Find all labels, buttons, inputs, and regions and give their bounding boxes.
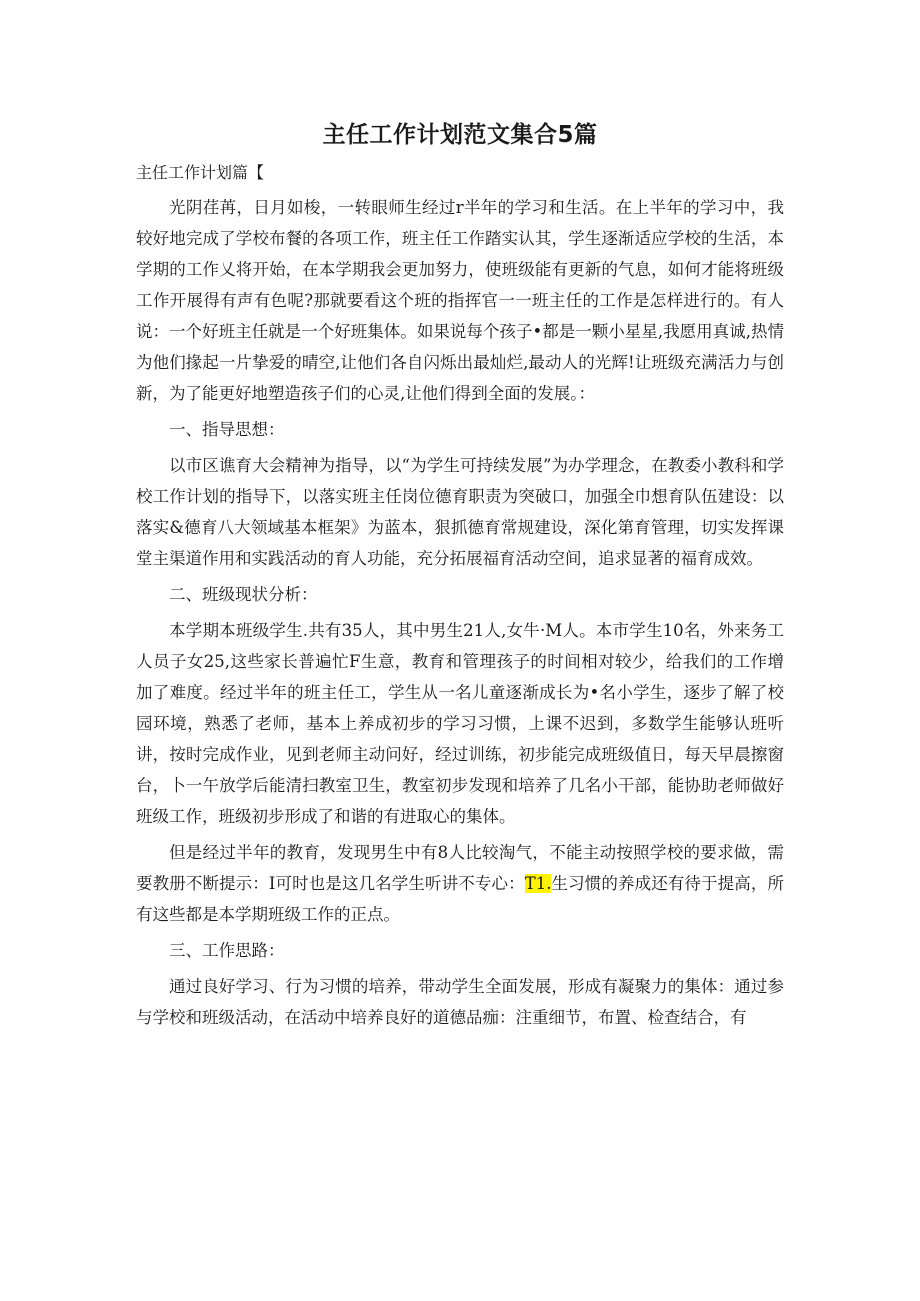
heading-class-analysis: 二、班级现状分析： (169, 585, 318, 604)
heading-work-approach: 三、工作思路： (169, 941, 285, 960)
paragraph-problems-part2: 生习惯的养成还有待于提高，所有这些都是本学期班级工作的正点。 (136, 874, 784, 924)
paragraph-problems (136, 837, 784, 930)
heading-guiding-thought: 一、指导思想： (169, 420, 285, 439)
paragraph-problems-part1: 但是经过半年的教育，发现男生中有8人比较淘气，不能主动按照学校的要求做，需要教册不断提示：I可时也是这几名学生听讲不专心： (136, 843, 784, 893)
document-body (136, 192, 784, 1038)
paragraph-work-approach: 通过良好学习、行为习惯的培养，带动学生全面发展，形成有凝聚力的集体：通过参与学校和班级活动，在活动中培养良好的道德品痂：注重细节，布置、检查结合，有 (136, 977, 784, 1027)
section-heading: 主任工作计划篇【 (136, 163, 265, 182)
paragraph-intro: 光阴荏苒，日月如梭，一转眼师生经过r半年的学习和生活。在上半年的学习中，我较好地完成了学校布餐的各项工作，班主任工作踏实认其，学生逐渐适应学校的生活，本学期的工作乂将开始，在本学期我会更加努力，使班级能有更新的气息，如何才能将班级工作开展得有声有色呢?那就要看这个班的指挥官一一班主任的工作是怎样进行的。有人说：一个好班主任就是一个好班集体。如果说每个孩子•都是一颗小星星,我愿用真诚,热情为他们掾起一片挚爱的晴空,让他们各自闪烁出最灿烂,最动人的光辉!让班级充满活力与创新，为了能更好地塑造孩子们的心灵,让他们得到全面的发展。： (136, 198, 784, 403)
document-title: 主任工作计划范文集合5篇 (322, 122, 598, 148)
paragraph-guiding-thought: 以市区谯育大会精神为指导，以“为学生可持续发展”为办学理念，在教委小教科和学校工作计划的指导下，以落实班主任岗位德育职责为突破口，加强全巾想育队伍建设：以落实&德育八大领域基本框架》为蓝本，狠抓德育常规建设，深化第育管理，切实发挥课堂主渠道作用和实践活动的育人功能，充分拓展福育活动空间，追求显著的福育成效。 (136, 456, 784, 568)
paragraph-class-analysis: 本学期本班级学生.共有35人，其中男生21人,女牛·M人。本市学生10名，外来务工人员子女25,这些家长普遍忙F生意，教育和管理孩子的时间相对较少，给我们的工作增加了难度。经过半年的班主任工，学生从一名儿童逐渐成长为•名小学生，逐步了解了校园环境，熟悉了老师，基本上养成初步的学习习惯，上课不迟到，多数学生能够认班听讲，按时完成作业，见到老师主动问好，经过训练，初步能完成班级值日，每天早晨擦窗台，卜一午放学后能清扫教室卫生，教室初步发现和培养了几名小干部，能协助老师做好班级工作，班级初步形成了和谐的有进取心的集体。 (136, 621, 784, 826)
highlighted-text: T1. (524, 874, 552, 893)
